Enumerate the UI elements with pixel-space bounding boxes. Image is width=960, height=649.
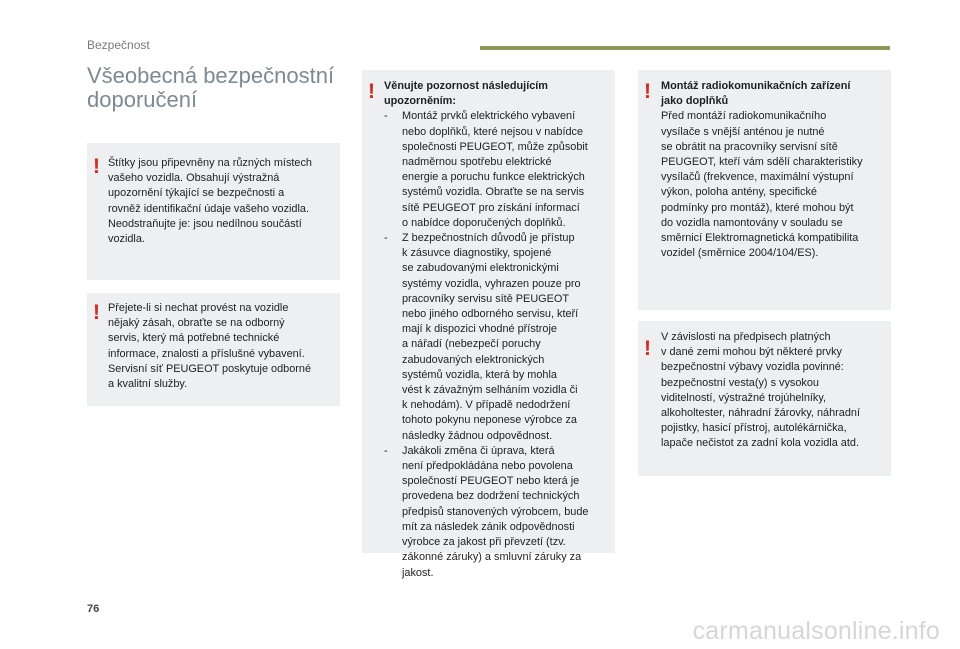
- text-line: systémy vozidla, vyhrazen pouze pro: [402, 277, 581, 290]
- text-line: výrobce za jakost při převzetí (tzv.: [402, 536, 566, 549]
- watermark: carmanualsonline.info: [692, 617, 940, 645]
- text-line: viditelností, výstražné trojúhelníky,: [661, 391, 827, 404]
- list-dash: -: [384, 232, 388, 245]
- list-item: [384, 109, 588, 231]
- warning-text: [384, 79, 588, 581]
- text-line: mají k dispozici vhodné přístroje: [402, 323, 557, 336]
- text-line: vést k závažným selháním vozidla či: [402, 384, 578, 397]
- list-item: [384, 231, 588, 444]
- text-line: nebo jiného odborného servisu, kteří: [402, 308, 579, 321]
- text-line: nějaký zásah, obraťte se na odborný: [108, 317, 285, 330]
- page-title: [87, 64, 357, 112]
- warning-icon: !: [93, 155, 100, 178]
- text-line: jakost.: [402, 566, 434, 579]
- text-line: společností PEUGEOT nebo která je: [402, 475, 580, 488]
- text-line: k zásuvce diagnostiky, spojené: [402, 247, 552, 260]
- text-line: a nářadí (nebezpečí poruchy: [402, 338, 541, 351]
- text-line: mít za následek zánik odpovědnosti: [402, 520, 575, 533]
- text-line: lapače nečistot za zadní kola vozidla atd.: [661, 437, 859, 450]
- warning-icon: !: [93, 301, 100, 324]
- text-line: v dané zemi mohou být některé prvky: [661, 346, 842, 359]
- list-item: [384, 444, 588, 581]
- text-line: alkoholtester, náhradní žárovky, náhradní: [661, 407, 860, 420]
- text-line: zákonné záruky) a smluvní záruky za: [402, 551, 582, 564]
- text-line: upozornění týkající se bezpečnosti a: [108, 187, 285, 200]
- text-line: následky žádnou odpovědnost.: [402, 429, 553, 442]
- text-line: Z bezpečnostních důvodů je přístup: [402, 232, 575, 245]
- text-line: směrnicí Elektromagnetická kompatibilita: [661, 232, 859, 245]
- warning-text: [661, 330, 860, 452]
- text-line: Přejete-li si nechat provést na vozidle: [108, 302, 289, 314]
- text-line: V závislosti na předpisech platných: [661, 331, 831, 343]
- text-line: se zabudovanými elektronickými: [402, 262, 559, 275]
- warning-text: [108, 301, 311, 392]
- text-line: Před montáží radiokomunikačního: [661, 110, 827, 123]
- text-line: nadměrnou spotřebu elektrické: [402, 156, 552, 169]
- warning-box-notices: [362, 70, 615, 579]
- text-line: PEUGEOT, kteří vám sdělí charakteristiky: [661, 156, 863, 169]
- text-line: pracovníky servisu sítě PEUGEOT: [402, 292, 570, 305]
- text-line: bezpečnostní výbavy vozidla povinné:: [661, 361, 844, 374]
- text-line: Servisní síť PEUGEOT poskytuje odborné: [108, 362, 312, 375]
- text-line: Jakákoli změna či úprava, která: [402, 444, 555, 457]
- warning-box-equipment: [638, 321, 891, 476]
- text-line: vysílačů (frekvence, maximální výstupní: [661, 171, 854, 184]
- text-line: a kvalitní služby.: [108, 378, 188, 391]
- header-rule: [480, 46, 890, 50]
- warning-text: [661, 79, 863, 261]
- title-line: Všeobecná bezpečnostní: [87, 63, 335, 88]
- title-line: doporučení: [87, 87, 198, 112]
- text-line: vysílače s vnější anténou je nutné: [661, 125, 825, 138]
- text-line: provedena bez dodržení technických: [402, 490, 580, 503]
- warning-icon: !: [644, 337, 651, 360]
- warning-box-radio: [638, 70, 891, 310]
- warning-box-service: [87, 293, 340, 406]
- text-line: informace, znalosti a příslušné vybavení.: [108, 347, 305, 360]
- text-line: systémů vozidla. Obraťte se na servis: [402, 186, 585, 199]
- text-line: podmínky pro montáž), které mohou být: [661, 201, 854, 214]
- text-line: Štítky jsou připevněny na různých místech: [108, 157, 312, 169]
- text-line: Neodstraňujte je: jsou nedílnou součástí: [108, 217, 302, 230]
- text-line: vozidla.: [108, 233, 145, 246]
- text-line: bezpečnostní vesta(y) s vysokou: [661, 376, 819, 389]
- warning-icon: !: [644, 80, 651, 103]
- text-line: pojistky, hasicí přístroj, autolékárnička,: [661, 422, 847, 435]
- text-line: k nehodám). V případě nedodržení: [402, 399, 571, 412]
- text-line: energie a poruchu funkce elektrických: [402, 171, 585, 184]
- warning-box-labels: [87, 143, 340, 280]
- box-heading: Montáž radiokomunikačních zařízení: [661, 80, 851, 92]
- section-label: Bezpečnost: [87, 38, 150, 52]
- text-line: tohoto pokynu neponese výrobce za: [402, 414, 577, 427]
- text-line: Montáž prvků elektrického vybavení: [402, 110, 576, 123]
- warning-text: [108, 156, 312, 247]
- text-line: výkon, poloha antény, specifické: [661, 186, 817, 199]
- text-line: vozidel (směrnice 2004/104/ES).: [661, 247, 819, 260]
- text-line: do vozidla namontovány v souladu se: [661, 216, 843, 229]
- list-dash: -: [384, 444, 388, 457]
- text-line: se obrátit na pracovníky servisní sítě: [661, 140, 838, 153]
- text-line: sítě PEUGEOT pro získání informací: [402, 201, 580, 214]
- box-heading: Věnujte pozornost následujícím: [384, 80, 548, 92]
- text-line: o nabídce doporučených doplňků.: [402, 216, 566, 229]
- text-line: servis, který má potřebné technické: [108, 332, 280, 345]
- warning-icon: !: [368, 80, 375, 103]
- text-line: rovněž identifikační údaje vašeho vozidla.: [108, 202, 309, 215]
- text-line: vašeho vozidla. Obsahují výstražná: [108, 172, 280, 185]
- text-line: společnosti PEUGEOT, může způsobit: [402, 140, 588, 153]
- text-line: zabudovaných elektronických: [402, 353, 545, 366]
- box-heading: upozorněním:: [384, 95, 456, 108]
- list-dash: -: [384, 110, 388, 123]
- text-line: systémů vozidla, která by mohla: [402, 368, 557, 381]
- text-line: není předpokládána nebo povolena: [402, 460, 573, 473]
- text-line: předpisů stanovených výrobcem, bude: [402, 505, 589, 518]
- box-heading: jako doplňků: [661, 95, 729, 108]
- text-line: nebo doplňků, které nejsou v nabídce: [402, 125, 584, 138]
- page-number: 76: [87, 603, 100, 615]
